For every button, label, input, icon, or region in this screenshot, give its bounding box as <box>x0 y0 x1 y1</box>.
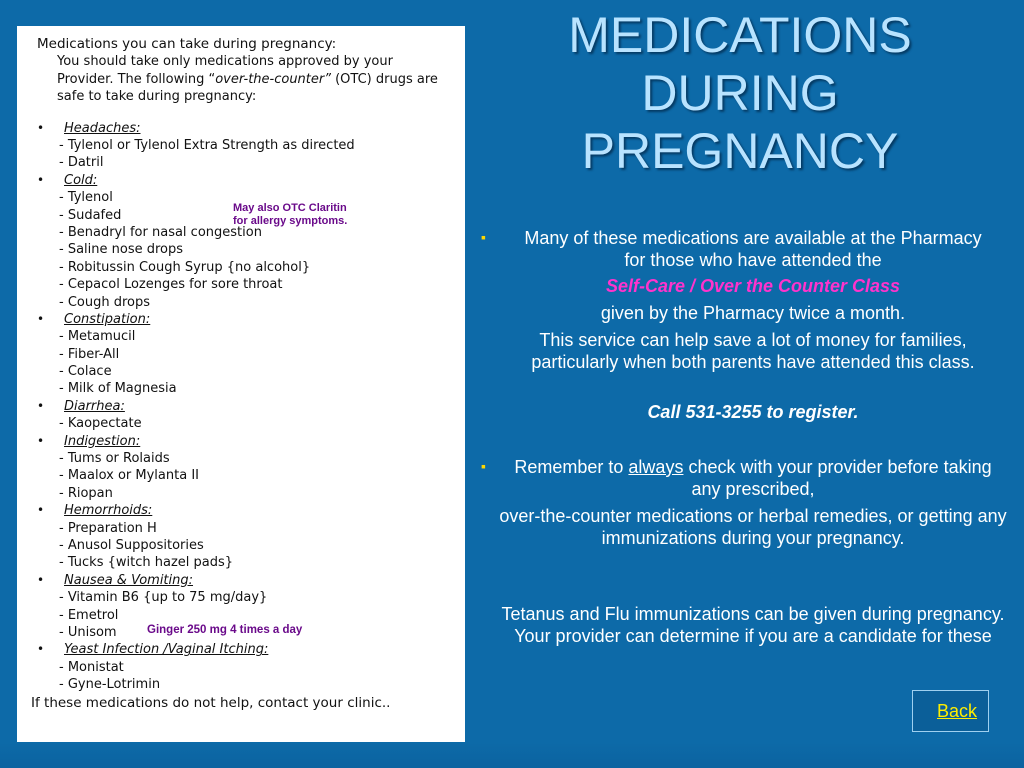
pharmacy-paragraph: ▪ Many of these medications are available at the Pharmacy for those who have attended the <box>512 227 994 271</box>
reminder-text-2: check with your provider before taking any prescribed, <box>683 457 992 499</box>
medication-item: - Milk of Magnesia <box>59 381 177 397</box>
savings-paragraph: This service can help save a lot of money for families, particularly when both parents have attended this class. <box>531 330 975 372</box>
category-title: Diarrhea: <box>64 398 125 414</box>
category-heading <box>37 572 455 589</box>
back-button[interactable] <box>912 690 989 732</box>
title-line-3: PREGNANCY <box>581 123 899 179</box>
bullet-icon: • <box>37 120 45 135</box>
intro-text-2: (OTC) drugs are safe to take during pregnancy: <box>57 71 438 105</box>
category-heading <box>37 641 455 658</box>
category-heading <box>37 502 455 519</box>
title-line-2: DURING <box>641 65 839 121</box>
medication-item: - Riopan <box>59 485 113 501</box>
register-phone: Call 531-3255 to register. <box>647 402 859 422</box>
category-heading <box>37 398 455 415</box>
bullet-icon: • <box>37 172 45 187</box>
category-heading <box>37 433 455 450</box>
medication-item: - Monistat <box>59 659 124 675</box>
medication-item: - Sudafed <box>59 207 122 223</box>
class-schedule: given by the Pharmacy twice a month. <box>600 303 906 323</box>
class-name: Self-Care / Over the Counter Class <box>605 276 901 296</box>
bullet-icon: • <box>37 433 45 448</box>
medication-item: - Vitamin B6 {up to 75 mg/day} <box>59 590 268 606</box>
medication-item: - Robitussin Cough Syrup {no alcohol} <box>59 259 311 275</box>
medication-sheet <box>17 26 465 742</box>
bullet-icon: • <box>37 398 45 413</box>
bullet-icon: • <box>37 642 45 657</box>
category-title: Hemorrhoids: <box>64 503 153 519</box>
category-title: Yeast Infection /Vaginal Itching: <box>64 642 269 658</box>
reminder-paragraph <box>512 456 994 500</box>
medication-item: - Unisom <box>59 624 117 640</box>
title-line-1: MEDICATIONS <box>568 7 912 63</box>
back-link[interactable]: Back <box>937 701 978 721</box>
immunization-paragraph: Tetanus and Flu immunizations can be given during pregnancy. Your provider can determine if you are a candidate for these <box>501 604 1005 646</box>
bullet-icon: • <box>37 572 45 587</box>
medication-item: - Fiber-All <box>59 346 120 362</box>
category-title: Indigestion: <box>64 433 141 449</box>
medication-item: - Cepacol Lozenges for sore throat <box>59 277 283 293</box>
intro-text-1: You should take only medications approved by your Provider. The following “ <box>57 54 393 87</box>
medication-item: - Preparation H <box>59 520 157 536</box>
bullet-icon: • <box>37 311 45 326</box>
medication-item: - Tylenol or Tylenol Extra Strength as directed <box>59 138 355 154</box>
spacer <box>27 106 455 120</box>
medication-item: - Benadryl for nasal congestion <box>59 224 262 240</box>
medication-item: - Tums or Rolaids <box>59 451 170 467</box>
ginger-note: Ginger 250 mg 4 times a day <box>147 624 303 636</box>
claritin-note <box>233 202 393 228</box>
page-title <box>520 6 960 180</box>
bullet-icon: • <box>37 503 45 518</box>
category-heading <box>37 120 455 137</box>
medication-item: - Kaopectate <box>59 416 142 432</box>
medication-item: - Tucks {witch hazel pads} <box>59 555 234 571</box>
medication-item: - Datril <box>59 155 104 171</box>
sheet-intro <box>57 53 447 105</box>
category-title: Nausea & Vomiting: <box>64 572 194 588</box>
reminder-always: always <box>628 457 684 477</box>
medication-item: - Cough drops <box>59 294 151 310</box>
category-heading <box>37 172 455 189</box>
category-title: Cold: <box>64 172 98 188</box>
medication-item: - Gyne-Lotrimin <box>59 677 161 693</box>
medication-item: - Colace <box>59 364 112 380</box>
category-heading <box>37 311 455 328</box>
sheet-footer: If these medications do not help, contact your clinic.. <box>31 694 391 711</box>
reminder-continuation: over-the-counter medications or herbal remedies, or getting any immunizations during your pregnancy. <box>499 506 1007 548</box>
medication-item: - Tylenol <box>59 190 113 206</box>
medication-item: - Saline nose drops <box>59 242 184 258</box>
medication-item: - Maalox or Mylanta II <box>59 468 199 484</box>
medication-item: - Emetrol <box>59 607 119 623</box>
category-title: Headaches: <box>64 120 141 136</box>
sheet-heading: Medications you can take during pregnancy: <box>37 36 337 52</box>
intro-otc: over-the-counter” <box>215 71 331 87</box>
claritin-note-line-2: for allergy symptoms. <box>233 215 348 227</box>
claritin-note-line-1: May also OTC Claritin <box>233 202 347 214</box>
medication-item: - Metamucil <box>59 329 136 345</box>
category-title: Constipation: <box>64 311 151 327</box>
medication-item: - Anusol Suppositories <box>59 538 204 553</box>
reminder-text-1: Remember to <box>514 457 629 477</box>
